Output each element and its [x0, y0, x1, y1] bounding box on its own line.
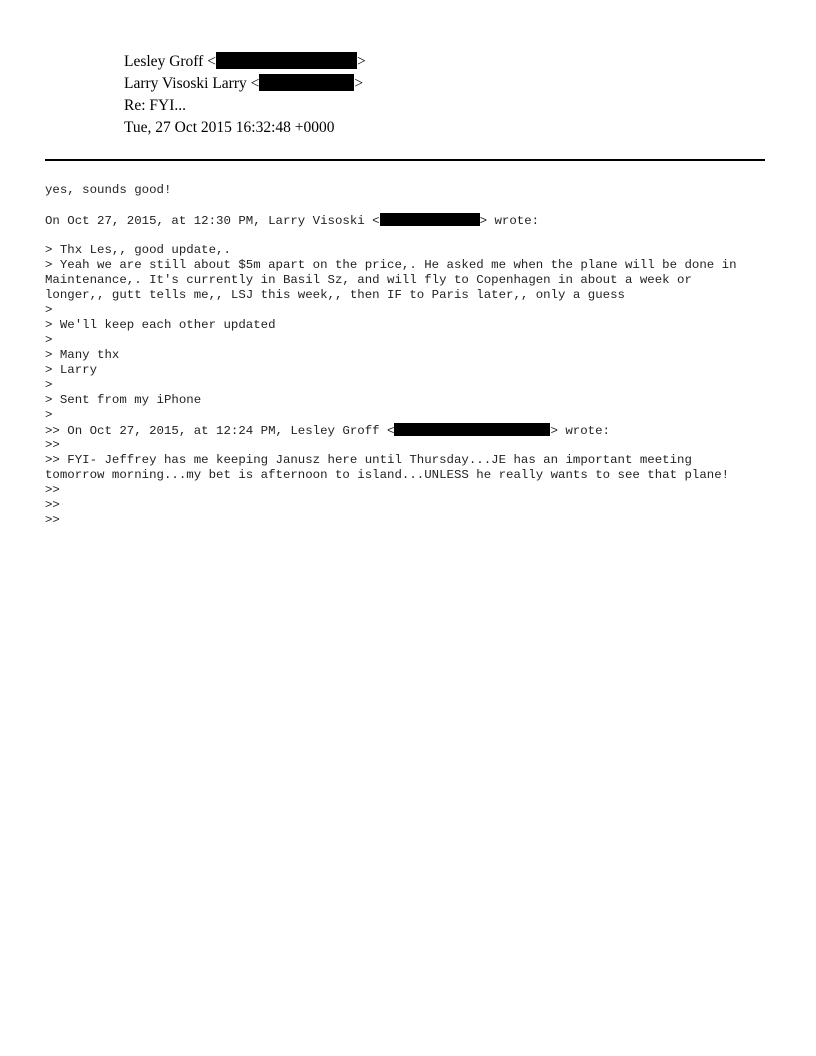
quoted-line: > Larry: [45, 363, 98, 377]
quoted-line: > Thx Les,, good update,.: [45, 243, 231, 257]
date-value: Tue, 27 Oct 2015 16:32:48 +0000: [124, 119, 335, 136]
redaction-box: [380, 213, 480, 226]
attribution-text: >> On Oct 27, 2015, at 12:24 PM, Lesley Groff <: [45, 424, 395, 438]
to-end: >: [354, 75, 364, 92]
nested-quoted-line: >>: [45, 513, 60, 527]
quoted-line: > Many thx: [45, 348, 120, 362]
nested-quoted-line: >>: [45, 438, 60, 452]
from-end: >: [356, 53, 366, 70]
reply-text: yes, sounds good!: [45, 183, 172, 197]
email-body: [45, 183, 785, 528]
to-name: Larry Visoski Larry <: [124, 75, 260, 92]
redaction-box: [394, 423, 550, 436]
nested-quoted-line: >> FYI- Jeffrey has me keeping Janusz here until Thursday...JE has an important meeting: [45, 453, 692, 467]
attribution-end: > wrote:: [550, 424, 610, 438]
attribution-end: > wrote:: [479, 214, 540, 228]
from-value: [124, 52, 366, 72]
redaction-box: [259, 74, 354, 91]
attribution-line: [45, 213, 785, 228]
nested-quoted-line: tomorrow morning...my bet is afternoon to island...UNLESS he really wants to see that plane!: [45, 468, 730, 482]
quoted-line: > Yeah we are still about $5m apart on the price,. He asked me when the plane will be done in: [45, 258, 737, 272]
header-divider: [45, 159, 765, 161]
quoted-line: >: [45, 378, 53, 392]
quoted-line: >: [45, 303, 53, 317]
from-name: Lesley Groff <: [124, 53, 216, 70]
quoted-line: >: [45, 333, 53, 347]
redaction-box: [216, 52, 357, 69]
attribution-text: On Oct 27, 2015, at 12:30 PM, Larry Visoski <: [45, 214, 380, 228]
nested-attribution-line: [45, 423, 785, 438]
quoted-line: >: [45, 408, 53, 422]
quoted-line: > Sent from my iPhone: [45, 393, 202, 407]
subject-value: Re: FYI...: [124, 97, 186, 114]
nested-quoted-line: >>: [45, 498, 60, 512]
quoted-line: Maintenance,. It's currently in Basil Sz, and will fly to Copenhagen in about a week or: [45, 273, 692, 287]
quoted-line: > We'll keep each other updated: [45, 318, 276, 332]
to-value: [124, 74, 363, 94]
nested-quoted-line: >>: [45, 483, 60, 497]
quoted-line: longer,, gutt tells me,, LSJ this week,, then IF to Paris later,, only a guess: [45, 288, 625, 302]
